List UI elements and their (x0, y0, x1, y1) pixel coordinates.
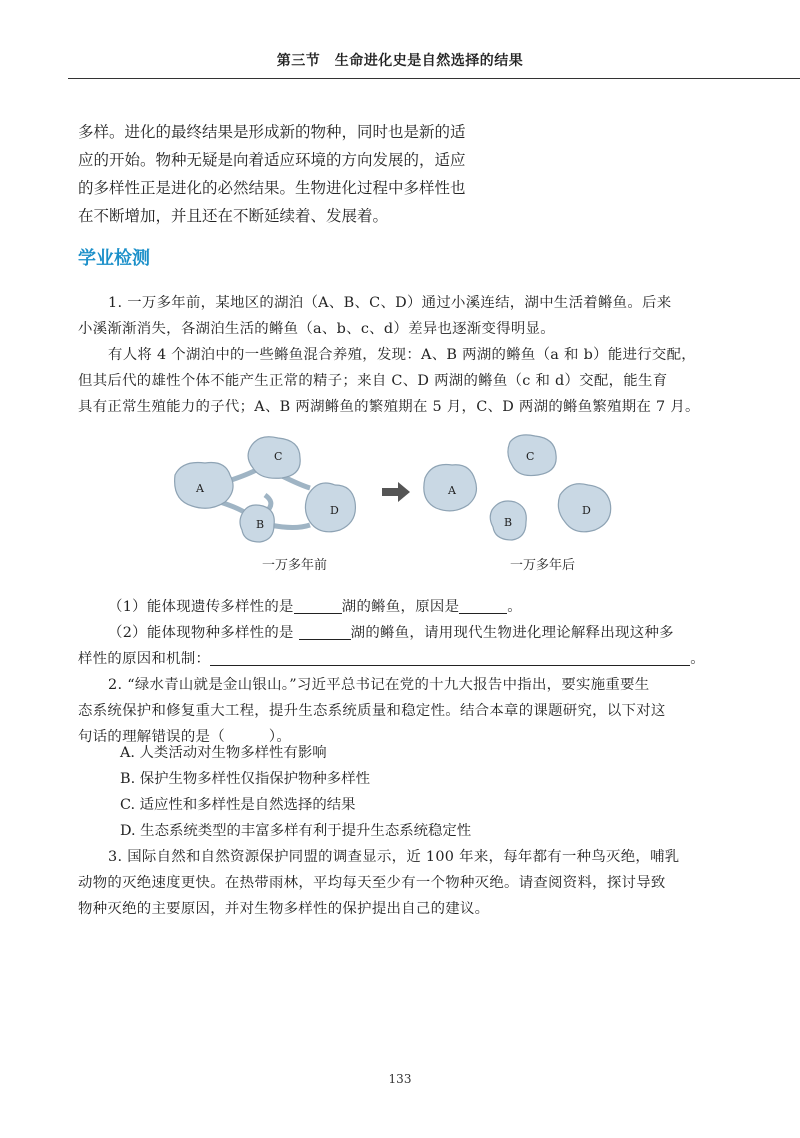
q2-option-c[interactable]: C. 适应性和多样性是自然选择的结果 (120, 797, 356, 813)
q2-option-a[interactable]: A. 人类活动对生物多样性有影响 (120, 745, 327, 761)
question-3 (78, 844, 718, 922)
answer-blank[interactable] (210, 649, 690, 666)
page-number: 133 (388, 1072, 412, 1086)
answer-blank[interactable] (294, 597, 342, 614)
lake-label-c: C (274, 450, 283, 463)
question-2 (78, 672, 718, 750)
q2-line: 2. “绿水青山就是金山银山。”习近平总书记在党的十九大报告中指出，要实施重要生 (108, 677, 650, 693)
q2-line: 句话的理解错误的是（ ）。 (78, 729, 292, 745)
q1-sub1-text: 。 (507, 599, 522, 615)
intro-paragraph (78, 118, 488, 230)
intro-line: 在不断增加，并且还在不断延续着、发展着。 (78, 207, 389, 225)
q1-line: 但其后代的雄性个体不能产生正常的精子；来自 C、D 两湖的鳉鱼（c 和 d）交配，能生育 (78, 373, 668, 389)
q1-sub-1 (108, 594, 728, 620)
q1-sub-2 (108, 620, 728, 646)
header-rule (68, 78, 800, 79)
chapter-section-title: 第三节 生命进化史是自然选择的结果 (276, 53, 524, 69)
intro-line: 多样。进化的最终结果是形成新的物种，同时也是新的适 (78, 123, 466, 141)
q3-line: 3. 国际自然和自然资源保护同盟的调查显示，近 100 年来，每年都有一种鸟灭绝，哺乳 (108, 849, 680, 865)
q1-sub2-text: （2）能体现物种多样性的是 (108, 625, 299, 641)
answer-blank[interactable] (459, 597, 507, 614)
lake-label-a: A (448, 484, 456, 497)
lake-label-a: A (196, 482, 204, 495)
q1-line: 具有正常生殖能力的子代；A、B 两湖鳉鱼的繁殖期在 5 月，C、D 两湖的鳉鱼繁殖期在 7 月。 (78, 399, 700, 415)
q1-sub2-text: 。 (690, 651, 705, 667)
lake-label-b: B (504, 516, 513, 529)
lake-label-c: C (526, 450, 535, 463)
q2-option-b[interactable]: B. 保护生物多样性仅指保护物种多样性 (120, 771, 370, 787)
answer-blank[interactable] (299, 623, 351, 640)
lake-label-d: D (330, 504, 339, 517)
question-1-paragraph-1 (78, 290, 718, 342)
caption-before: 一万多年前 (262, 558, 328, 573)
q3-line: 动物的灭绝速度更快。在热带雨林，平均每天至少有一个物种灭绝。请查阅资料，探讨导致 (78, 875, 666, 891)
caption-after: 一万多年后 (510, 558, 576, 573)
lake-label-b: B (256, 518, 265, 531)
intro-line: 的多样性正是进化的必然结果。生物进化过程中多样性也 (78, 179, 466, 197)
question-1-paragraph-2 (78, 342, 718, 420)
section-heading: 学业检测 (78, 248, 150, 269)
lake-label-d: D (582, 504, 591, 517)
q1-sub1-text: 湖的鳉鱼，原因是 (341, 599, 460, 615)
q2-option-d[interactable]: D. 生态系统类型的丰富多样有利于提升生态系统稳定性 (120, 823, 472, 839)
q1-sub-2-cont (78, 646, 718, 672)
intro-line: 应的开始。物种无疑是向着适应环境的方向发展的，适应 (78, 151, 466, 169)
q1-sub1-text: （1）能体现遗传多样性的是 (108, 599, 294, 615)
q1-line: 1. 一万多年前，某地区的湖泊（A、B、C、D）通过小溪连结，湖中生活着鳉鱼。后来 (108, 295, 672, 311)
q1-sub2-text: 湖的鳉鱼，请用现代生物进化理论解释出现这种多 (350, 625, 674, 641)
transition-arrow (382, 482, 410, 502)
q3-line: 物种灭绝的主要原因，并对生物多样性的保护提出自己的建议。 (78, 901, 490, 917)
q2-line: 态系统保护和修复重大工程，提升生态系统质量和稳定性。结合本章的课题研究，以下对这 (78, 703, 666, 719)
q1-line: 有人将 4 个湖泊中的一些鳉鱼混合养殖，发现：A、B 两湖的鳉鱼（a 和 b）能进行交配， (108, 347, 696, 363)
stream (270, 525, 310, 528)
q1-line: 小溪渐渐消失，各湖泊生活的鳉鱼（a、b、c、d）差异也逐渐变得明显。 (78, 321, 555, 337)
q1-sub2-text: 样性的原因和机制： (78, 651, 211, 667)
page-header (0, 0, 800, 86)
